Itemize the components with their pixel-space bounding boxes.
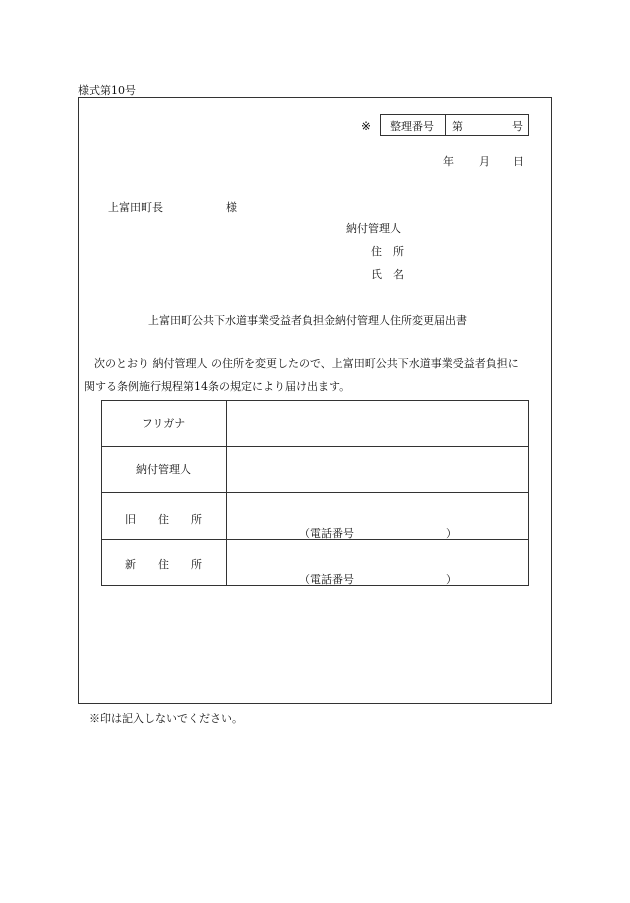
table-label-manager: 納付管理人 xyxy=(136,463,191,476)
form-number: 様式第10号 xyxy=(78,84,136,97)
date-year: 年 xyxy=(443,155,454,168)
table-column-divider xyxy=(226,400,227,586)
ref-go: 号 xyxy=(512,120,523,133)
body-line-2: 関する条例施行規程第14条の規定により届け出ます。 xyxy=(84,380,351,393)
addressee-honorific: 様 xyxy=(226,201,237,214)
date-month: 月 xyxy=(479,155,490,168)
applicant-role: 納付管理人 xyxy=(346,222,401,235)
date-day: 日 xyxy=(513,155,524,168)
new-phone-close: ） xyxy=(446,573,457,586)
table-label-old-address: 旧 住 所 xyxy=(125,513,202,526)
ref-mark: ※ xyxy=(361,119,372,133)
table-label-new-address: 新 住 所 xyxy=(125,558,202,571)
table-label-furigana: フリガナ xyxy=(141,417,186,430)
body-line-1: 次のとおり 納付管理人 の住所を変更したので、上富田町公共下水道事業受益者負担に xyxy=(94,357,519,370)
document-title: 上富田町公共下水道事業受益者負担金納付管理人住所変更届出書 xyxy=(148,314,467,327)
applicant-address-label: 住 所 xyxy=(371,245,404,258)
addressee-name: 上富田町長 xyxy=(108,201,163,214)
ref-dai: 第 xyxy=(452,120,463,133)
footer-note: ※印は記入しないでください。 xyxy=(89,712,243,725)
old-phone-close: ） xyxy=(446,527,457,540)
ref-divider xyxy=(445,114,446,136)
applicant-name-label: 氏 名 xyxy=(371,268,404,281)
old-phone-open: （電話番号 xyxy=(299,527,354,540)
ref-label: 整理番号 xyxy=(390,120,434,133)
new-phone-open: （電話番号 xyxy=(299,573,354,586)
